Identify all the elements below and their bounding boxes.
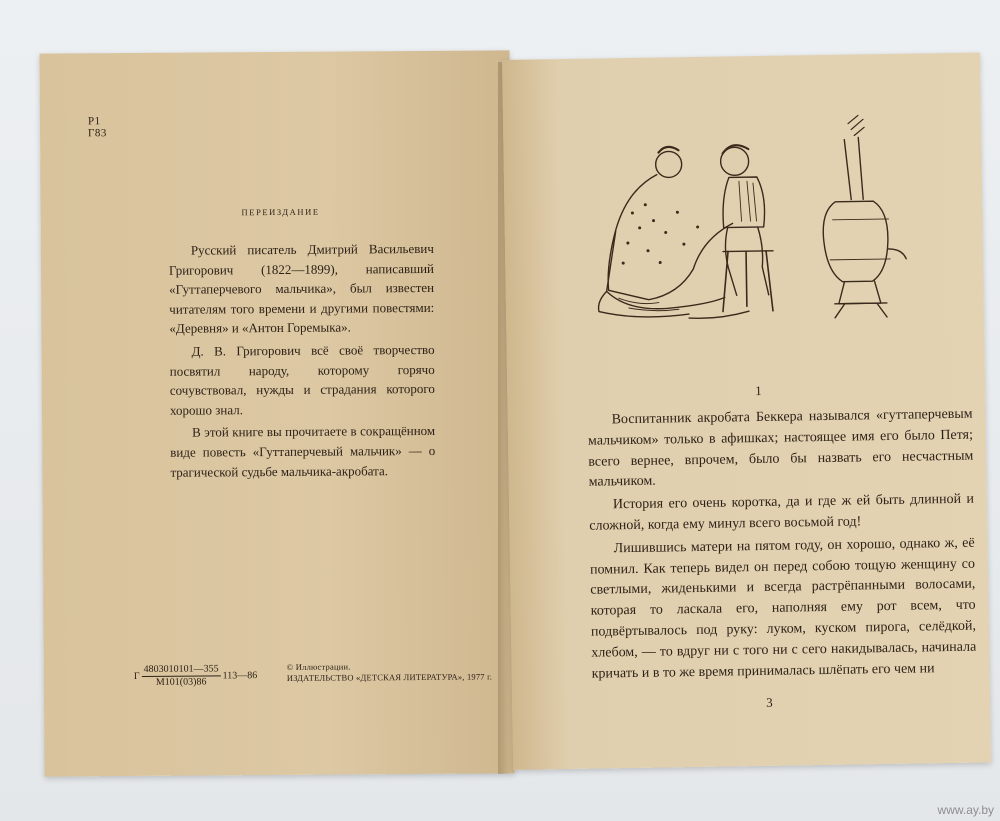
catalog-code-prefix: Г — [133, 670, 140, 682]
library-code-line: Р1 — [87, 115, 101, 128]
copyright-line: Иллюстрации. — [295, 661, 351, 672]
catalog-code — [134, 664, 258, 688]
left-page — [39, 50, 514, 776]
reissue-heading: ПЕРЕИЗДАНИЕ — [241, 206, 320, 218]
library-code-line: Г83 — [87, 127, 107, 140]
copyright-notice — [287, 661, 492, 684]
catalog-code-fraction — [142, 664, 221, 688]
story-text — [588, 405, 977, 687]
library-code — [88, 115, 107, 139]
catalog-code-numerator: 4803010101—355 — [142, 664, 221, 677]
site-watermark: www.ay.by — [937, 803, 994, 817]
catalog-code-suffix: 113—86 — [222, 669, 258, 681]
right-page — [502, 52, 991, 769]
page-number: 3 — [766, 694, 773, 710]
chapter-number: 1 — [755, 382, 762, 399]
publisher-line: ИЗДАТЕЛЬСТВО «ДЕТСКАЯ ЛИТЕРАТУРА», 1977 г. — [286, 671, 493, 683]
catalog-code-denominator: М101(03)86 — [155, 676, 207, 688]
story-paragraph: Воспитанник акробата Беккера назывался «гуттаперчевым мальчиком» только в афишках; настоящее имя его было Петя; всего вернее, впрочем, было бы назвать его несчастным мальчиком. — [587, 406, 974, 491]
intro-paragraph: Д. В. Григорович всё своё творчество посвятил народу, которому горячо сочувствовал, нужды и страдания которого хорошо знал. — [169, 341, 435, 418]
intro-paragraph: Русский писатель Дмитрий Васильевич Григорович (1822—1899), написавший «Гуттаперчевого мальчика», был известен читателям того времени и другими повестями: «Деревня» и «Антон Горемыка». — [168, 240, 435, 337]
ink-illustration — [586, 109, 920, 369]
intro-paragraph: В этой книге вы прочитаете в сокращённом виде повесть «Гуттаперчевый мальчик» — о трагической судьбе мальчика-акробата. — [170, 423, 436, 480]
boy-figure — [720, 145, 774, 312]
story-paragraph: Лишившись матери на пятом году, он хорошо, однако ж, её помнил. Как теперь видел он перед собою тощую женщину со светлыми, жиденькими и всегда растрёпанными волосами, которая то ласкала его, наполняя ему рот всем, что подвёртывалось под руку: луком, куском пирога, селёдкой, хлебом, — то вдруг ни с того ни с сего накидывалась, начинала кричать и в то же время принималась шлёпать его чем ни — [589, 535, 977, 682]
intro-text — [169, 239, 436, 485]
samovar-figure — [821, 115, 907, 318]
copyright-icon: © — [286, 661, 294, 672]
story-paragraph: История его очень коротка, да и где ж ей быть длинной и сложной, когда ему минул всего восьмой год! — [589, 491, 975, 534]
